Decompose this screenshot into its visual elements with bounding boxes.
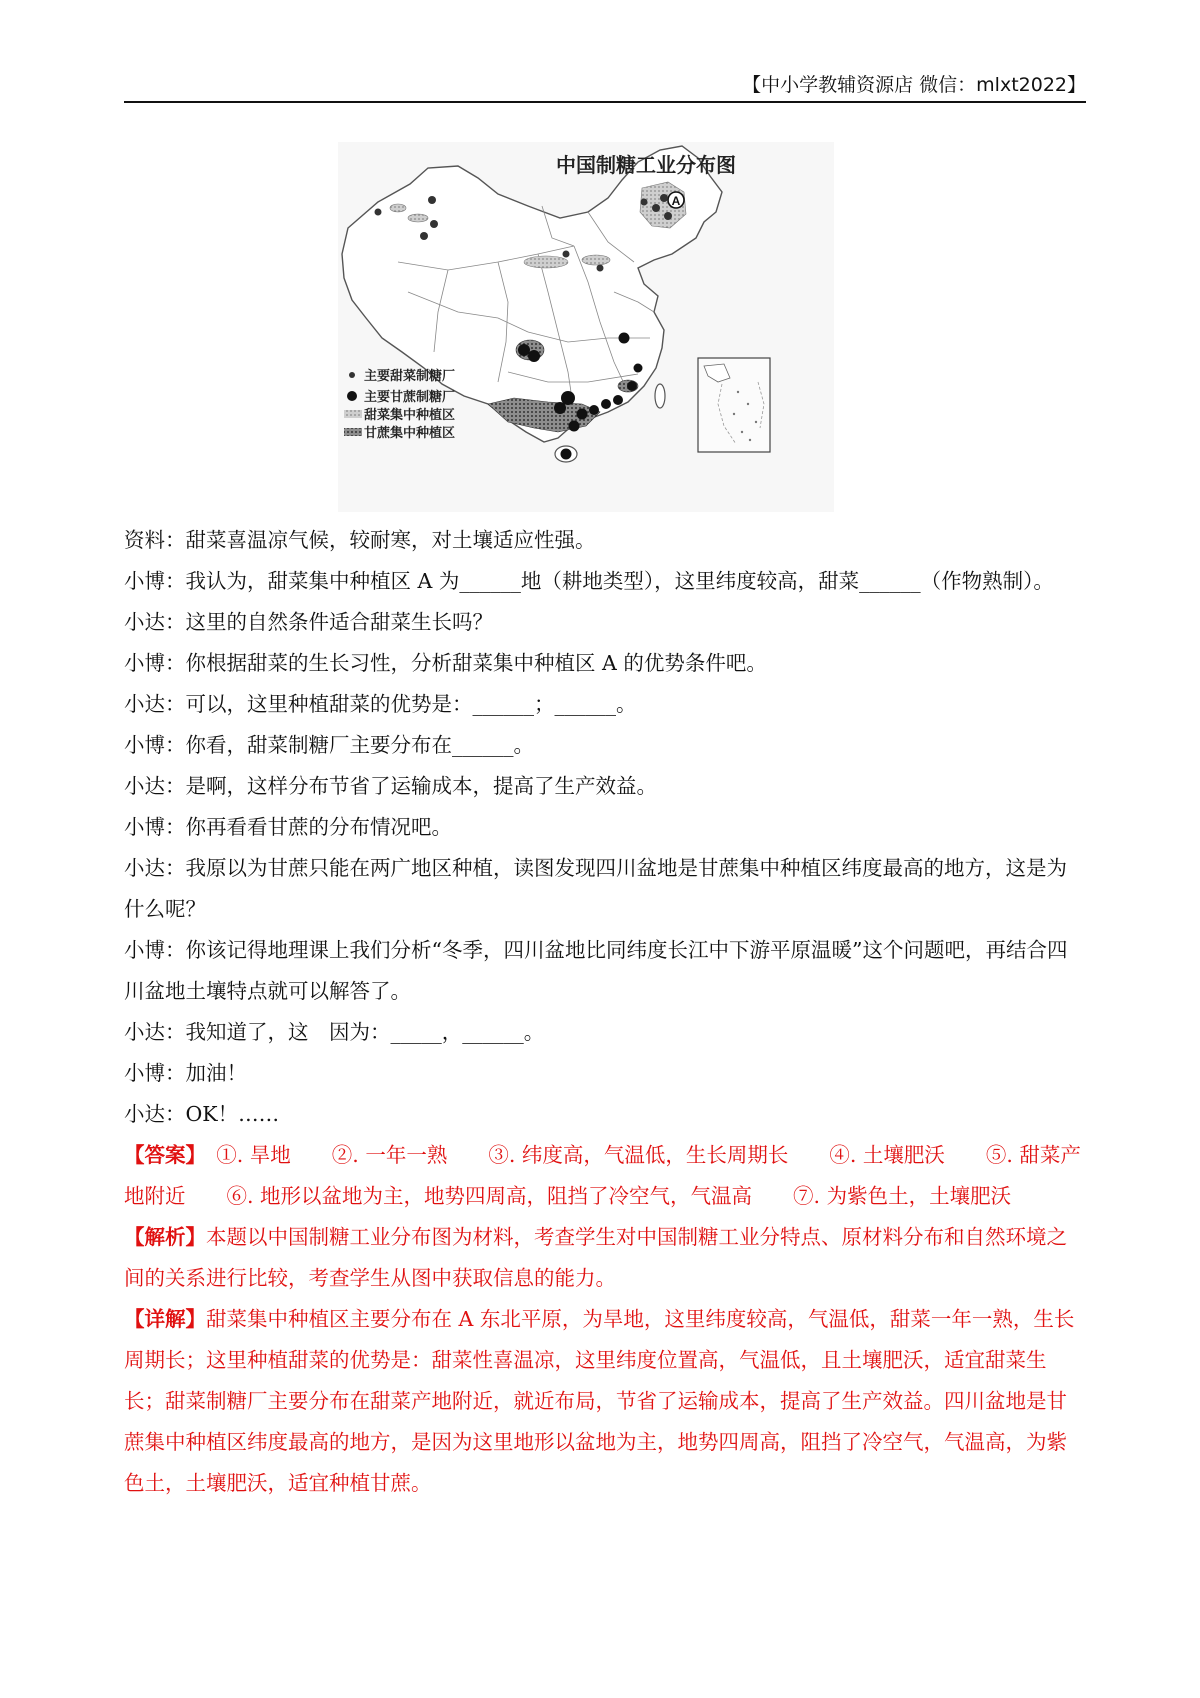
legend-sugarcane-factory-label: 主要甘蔗制糖厂 [364,390,456,405]
legend-sugarcane-region-label: 甘蔗集中种植区 [364,426,456,441]
analysis-text: 本题以中国制糖工业分布图为材料，考查学生对中国制糖工业分特点、原材料分布和自然环境之间的关系进行比较，考查学生从图中获取信息的能力。 [124,1225,1067,1290]
taiwan-island [655,384,665,408]
dialogue-line: 小博：你再看看甘蔗的分布情况吧。 [124,815,452,839]
answer-tag: 【答案】 [124,1143,196,1167]
legend-beet-region-label: 甜菜集中种植区 [364,408,456,423]
dialogue-line: 小达：可以，这里种植甜菜的优势是：______；______。 [124,692,637,716]
map-title: 中国制糖工业分布图 [556,153,736,177]
detail-section [124,1299,1086,1504]
marker-a-label: A [671,194,681,208]
sugar-industry-map-figure [338,142,834,512]
legend-beet-factory-symbol [349,372,355,378]
analysis-tag: 【解析】 [124,1225,206,1249]
dialogue-line: 资料：甜菜喜温凉气候，较耐寒，对土壤适应性强。 [124,528,596,552]
dialogue-line: 小达：是啊，这样分布节省了运输成本，提高了生产效益。 [124,774,657,798]
legend-beet-region-symbol [344,410,362,418]
marker-a [668,192,684,208]
dialogue-line: 小达：我知道了，这 因为：_____，______。 [124,1020,545,1044]
header-divider [124,101,1086,103]
analysis-section [124,1217,1086,1299]
dialogue-line: 小博：你根据甜菜的生长习性，分析甜菜集中种植区 A 的优势条件吧。 [124,651,767,675]
legend-sugarcane-factory-symbol [347,391,357,401]
south-china-sea-inset [698,358,770,452]
dialogue-line: 小博：你看，甜菜制糖厂主要分布在______。 [124,733,534,757]
dialogue-line: 小博：你该记得地理课上我们分析“冬季，四川盆地比同纬度长江中下游平原温暖”这个问题吧，再结合四川盆地土壤特点就可以解答了。 [124,938,1068,1003]
china-map-image [338,142,834,512]
dialogue-line: 小博：加油！ [124,1061,247,1085]
legend-sugarcane-region-symbol [344,428,362,436]
detail-text: 甜菜集中种植区主要分布在 A 东北平原，为旱地，这里纬度较高，气温低，甜菜一年一熟，生长周期长；这里种植甜菜的优势是：甜菜性喜温凉，这里纬度位置高，气温低，且土壤肥沃，适宜甜菜生长；甜菜制糖厂主要分布在甜菜产地附近，就近布局，节省了运输成本，提高了生产效益。四川盆地是甘蔗集中种植区纬度最高的地方，是因为这里地形以盆地为主，地势四周高，阻挡了冷空气，气温高，为紫色土，土壤肥沃，适宜种植甘蔗。 [124,1307,1075,1495]
answer-section [124,1135,1086,1217]
answer-text: ①. 旱地 ②. 一年一熟 ③. 纬度高，气温低，生长周期长 ④. 土壤肥沃 ⑤. 甜菜产地附近 ⑥. 地形以盆地为主，地势四周高，阻挡了冷空气，气温高 ⑦. 为紫色土，土壤肥沃 [124,1143,1081,1208]
dialogue-line: 小达：我原以为甘蔗只能在两广地区种植，读图发现四川盆地是甘蔗集中种植区纬度最高的地方，这是为什么呢？ [124,856,1067,921]
legend-beet-factory-label: 主要甜菜制糖厂 [364,369,456,384]
dialogue-line: 小博：我认为，甜菜集中种植区 A 为______地（耕地类型），这里纬度较高，甜菜______（作物熟制）。 [124,569,1054,593]
dialogue-line: 小达：这里的自然条件适合甜菜生长吗？ [124,610,493,634]
detail-tag: 【详解】 [124,1307,206,1331]
header-source-label: 【中小学教辅资源店 微信：mlxt2022】 [742,74,1086,96]
document-body [124,520,1086,1504]
dialogue-line: 小达：OK！…… [124,1102,280,1126]
